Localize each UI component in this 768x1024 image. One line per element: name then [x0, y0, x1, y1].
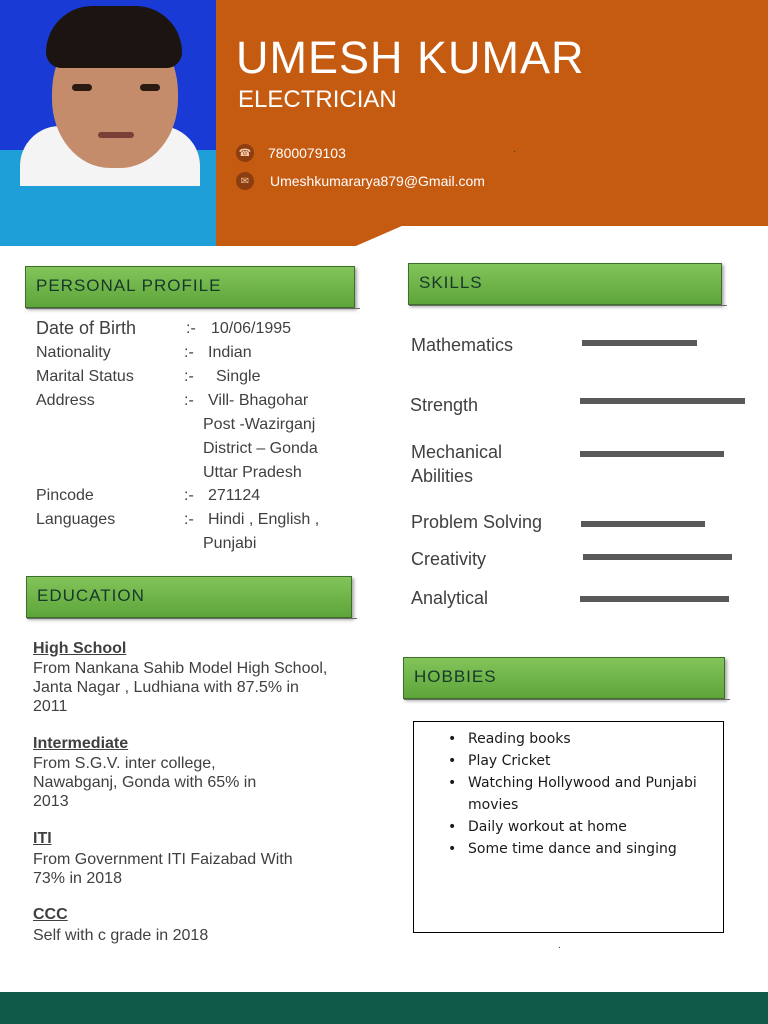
- skills-heading: SKILLS: [408, 263, 722, 305]
- skill-name-mechanical-abilities: Mechanical Abilities: [411, 442, 503, 486]
- skill-name-problem-solving: Problem Solving: [411, 512, 543, 532]
- personal-profile-heading: PERSONAL PROFILE: [25, 266, 355, 308]
- hobby-item: • Watching Hollywood and Punjabi movies: [448, 775, 697, 813]
- education-title-ccc: CCC: [33, 906, 68, 923]
- skill-name-mathematics: Mathematics: [411, 335, 514, 355]
- hobby-item: • Play Cricket: [448, 753, 551, 769]
- skill-name-strength: Strength: [410, 395, 479, 415]
- education-title-intermediate: Intermediate: [33, 735, 129, 752]
- hobby-item: • Reading books: [448, 731, 571, 747]
- skill-name-analytical: Analytical: [411, 588, 489, 608]
- footer-band: [0, 992, 768, 1024]
- education-text-iti: From Government ITI Faizabad With 73% in 2018: [33, 851, 293, 887]
- skill-bar-mathematics: [582, 340, 697, 346]
- job-title: ELECTRICIAN: [238, 86, 397, 113]
- hobby-item: • Daily workout at home: [448, 819, 627, 835]
- phone-number: 7800079103: [268, 145, 346, 161]
- education-title-high-school: High School: [33, 640, 127, 657]
- phone-icon: ☎: [236, 144, 254, 162]
- phone-contact: [236, 144, 346, 162]
- education-text-intermediate: From S.G.V. inter college, Nawabganj, Gonda with 65% in 2013: [33, 755, 257, 810]
- hobbies-heading: HOBBIES: [403, 657, 725, 699]
- education-text-high-school: From Nankana Sahib Model High School, Janta Nagar , Ludhiana with 87.5% in 2011: [33, 660, 328, 715]
- email-contact: [236, 172, 485, 190]
- education-text-ccc: Self with c grade in 2018: [33, 927, 209, 944]
- skill-bar-strength: [580, 398, 745, 404]
- candidate-name: UMESH KUMAR: [236, 32, 585, 83]
- email-address: Umeshkumararya879@Gmail.com: [270, 173, 485, 189]
- skill-bar-creativity: [583, 554, 732, 560]
- skill-bar-problem-solving: [581, 521, 705, 527]
- email-icon: ✉: [236, 172, 254, 190]
- skill-bar-mechanical-abilities: [580, 451, 724, 457]
- skill-name-creativity: Creativity: [411, 549, 487, 569]
- hobby-item: • Some time dance and singing: [448, 841, 677, 857]
- skill-bar-analytical: [580, 596, 729, 602]
- education-heading: EDUCATION: [26, 576, 352, 618]
- profile-photo: [0, 0, 216, 246]
- hobbies-list: [414, 728, 723, 860]
- hobbies-box: [413, 721, 724, 933]
- education-title-iti: ITI: [33, 830, 52, 847]
